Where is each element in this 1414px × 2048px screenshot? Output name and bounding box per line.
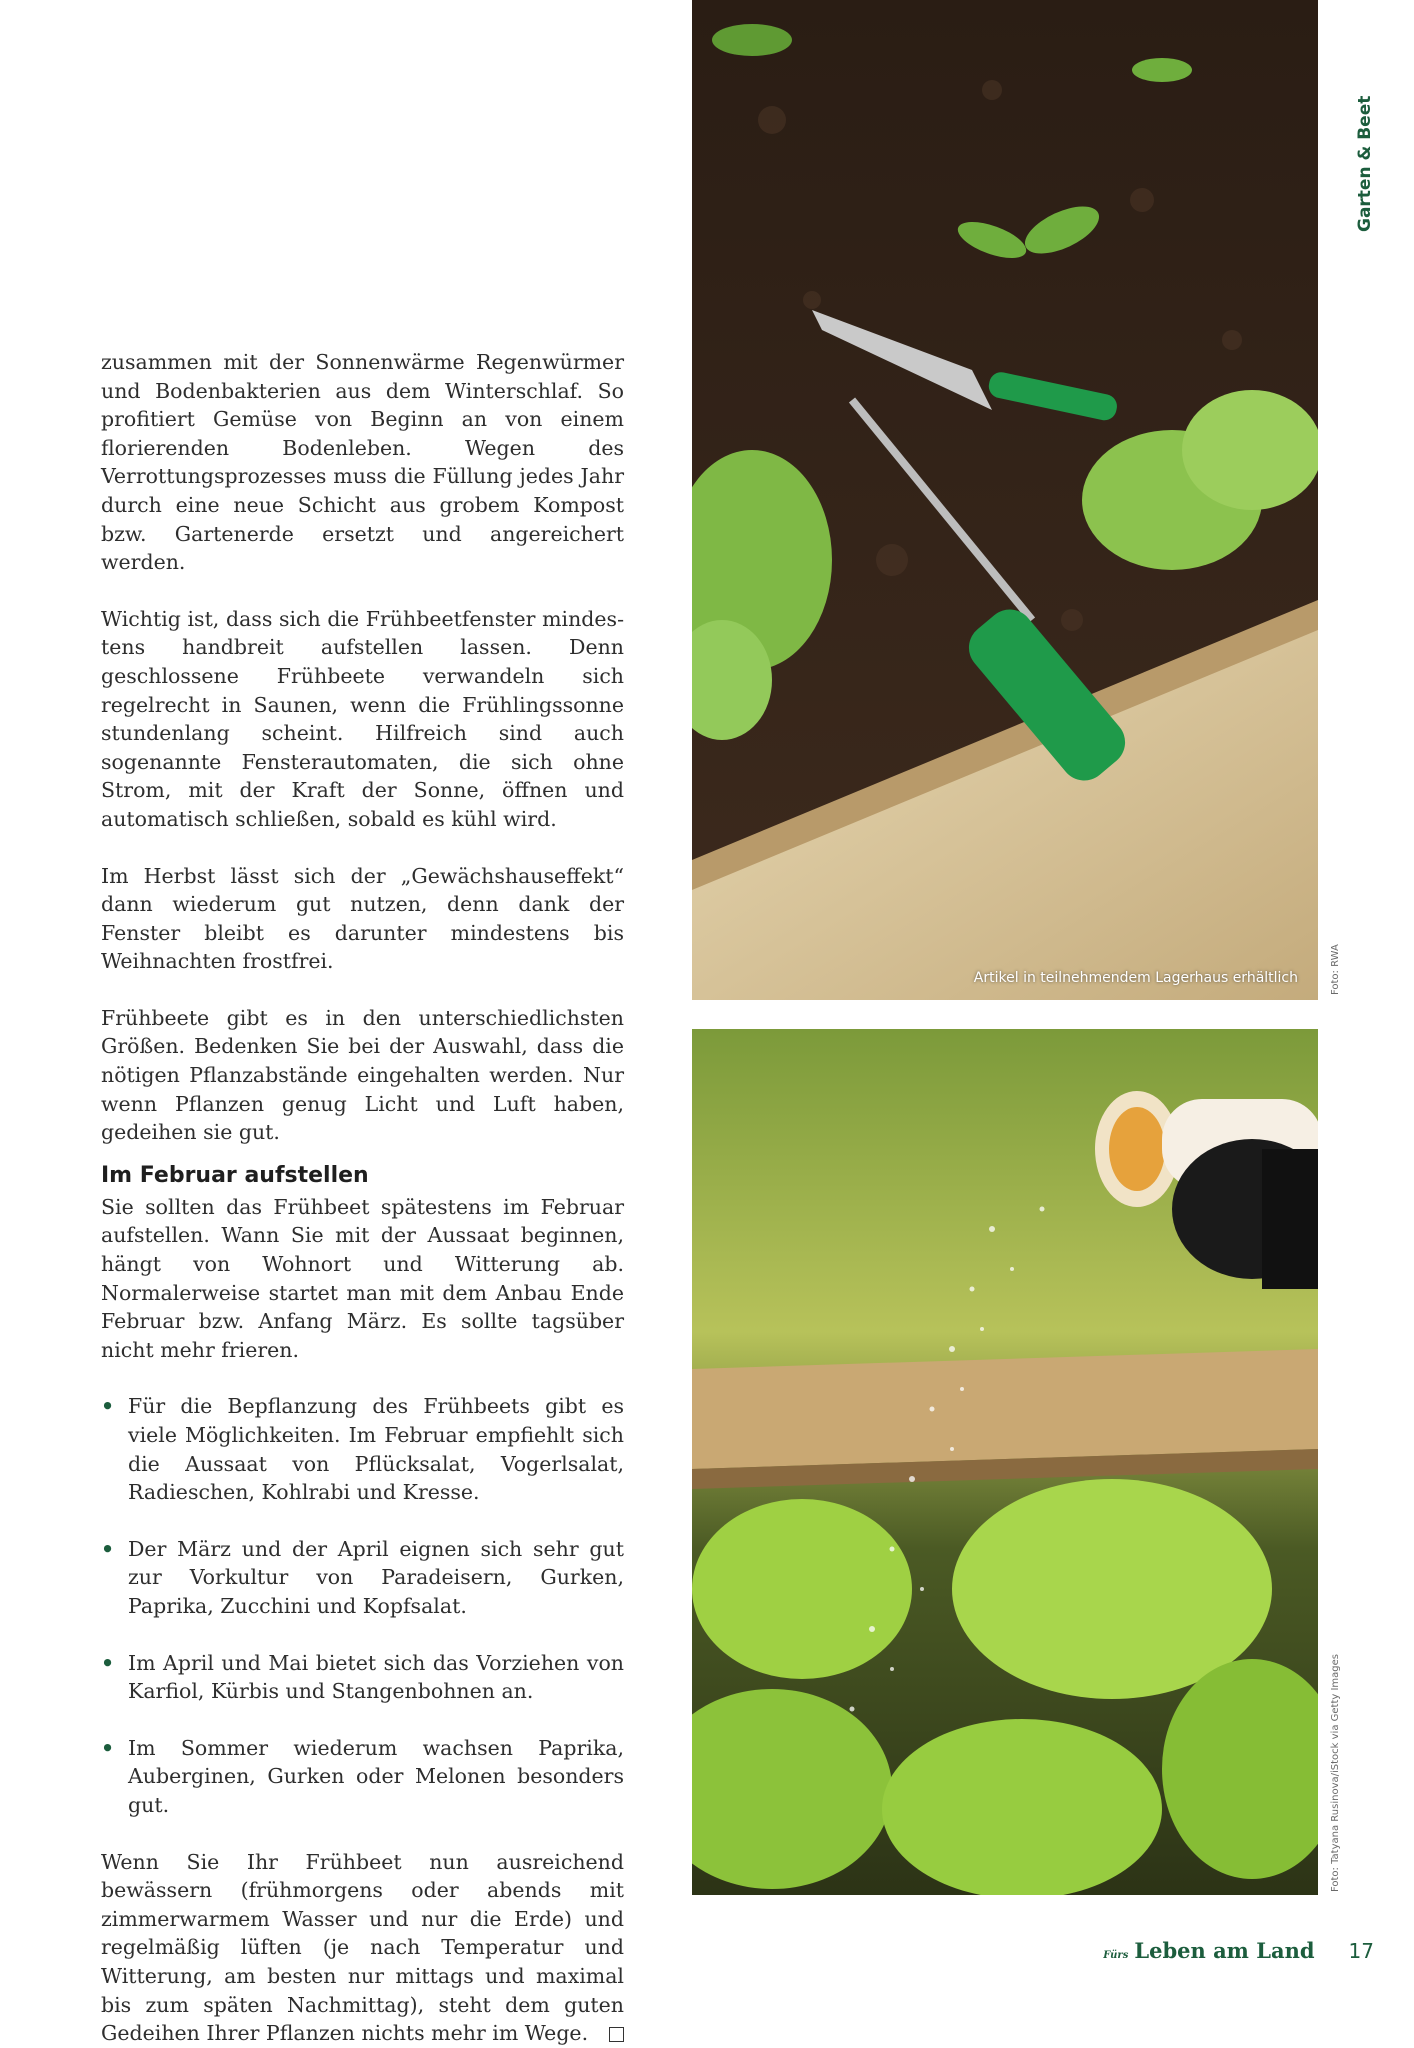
body-paragraph: Sie sollten das Frühbeet spätestens im Februar aufstellen. Wann Sie mit der Aussaat beginnen, hängt von Wohnort und Witterung ab. Normalerweise startet man mit dem Anbau Ende Februar bzw. Anfang März. Es sollte tagsüber nicht mehr frieren. (101, 1194, 624, 1362)
photo-credit-bottom: Foto: Tatyana Rusinova/iStock via Getty Images (1330, 1654, 1341, 1892)
body-paragraph: Im Herbst lässt sich der „Gewächshauseffekt“ dann wiederum gut nutzen, denn dank der Fenster bleibt es darunter mindestens bis Weihnachten frostfrei. (101, 863, 624, 974)
bullet-icon: • (101, 1536, 115, 1561)
end-mark-icon (609, 2027, 624, 2042)
watering-illustration (692, 1029, 1318, 1895)
list-item-text: Für die Bepflanzung des Frühbeets gibt es viele Möglichkeiten. Im Februar empfiehlt sich die Aussaat von Pflücksalat, Vogerlsalat, Radieschen, Kohlrabi und Kresse. (128, 1394, 624, 1505)
article-text-column (101, 348, 624, 2048)
closing-paragraph (101, 1848, 624, 2048)
closing-paragraph-text: Wenn Sie Ihr Frühbeet nun ausreichend bewässern (frühmorgens oder abends mit zimmerwarmem Wasser und nur die Erde) und regelmäßig lüften (je nach Temperatur und Witterung, am besten nur mittags und maximal bis zum späten Nachmittag), steht dem guten Gedeihen Ihrer Pflanzen nichts mehr im Wege. (101, 1849, 624, 2046)
planting-list (101, 1392, 624, 1819)
list-item-text: Im April und Mai bietet sich das Vorziehen von Karfiol, Kürbis und Stangenbohnen an. (128, 1650, 624, 1704)
list-item (101, 1734, 624, 1820)
section-heading: Im Februar aufstellen (101, 1162, 369, 1188)
photo-caption: Artikel in teilnehmendem Lagerhaus erhältlich (973, 970, 1298, 986)
list-item (101, 1392, 624, 1506)
list-item-text: Der März und der April eignen sich sehr gut zur Vorkultur von Paradeisern, Gurken, Paprika, Zucchini und Kopfsalat. (128, 1536, 624, 1618)
list-item (101, 1535, 624, 1621)
photo-raised-bed-tools (692, 0, 1318, 1000)
page-footer (1103, 1938, 1374, 1963)
raised-bed-illustration (692, 0, 1318, 1000)
magazine-prefix: Fürs (1103, 1950, 1129, 1961)
body-paragraph: Frühbeete gibt es in den unterschiedlichsten Größen. Bedenken Sie bei der Auswahl, dass die nötigen Pflanzabstände eingehalten werden. Nur wenn Pflanzen genug Licht und Luft haben, gedeihen sie gut. (101, 1005, 624, 1145)
bullet-icon: • (101, 1735, 115, 1760)
page-number: 17 (1348, 1939, 1374, 1963)
photo-credit-top: Foto: RWA (1330, 944, 1341, 995)
photo-watering-lettuce (692, 1029, 1318, 1895)
bullet-icon: • (101, 1650, 115, 1675)
magazine-name: Leben am Land (1134, 1938, 1315, 1963)
list-item-text: Im Sommer wiederum wachsen Paprika, Auberginen, Gurken oder Melonen besonders gut. (128, 1735, 624, 1817)
list-item (101, 1649, 624, 1706)
body-paragraph: Wichtig ist, dass sich die Frühbeetfenster mindestens handbreit aufstellen lassen. Denn geschlossene Frühbeete verwandeln sich regelrecht in Saunen, wenn die Frühlingssonne stundenlang scheint. Hilfreich sind auch sogenannte Fensterautomaten, die sich ohne Strom, mit der Kraft der Sonne, öffnen und automatisch schließen, sobald es kühl wird. (101, 606, 624, 831)
bullet-icon: • (101, 1394, 115, 1419)
body-paragraph: zusammen mit der Sonnenwärme Regenwürmer und Bodenbakterien aus dem Winterschlaf. So profitiert Gemüse von Beginn an von einem florierenden Bodenleben. Wegen des Verrottungsprozesses muss die Füllung jedes Jahr durch eine neue Schicht aus grobem Kompost bzw. Gartenerde ersetzt und angereichert werden. (101, 350, 624, 575)
section-label: Garten & Beet (1355, 95, 1375, 232)
